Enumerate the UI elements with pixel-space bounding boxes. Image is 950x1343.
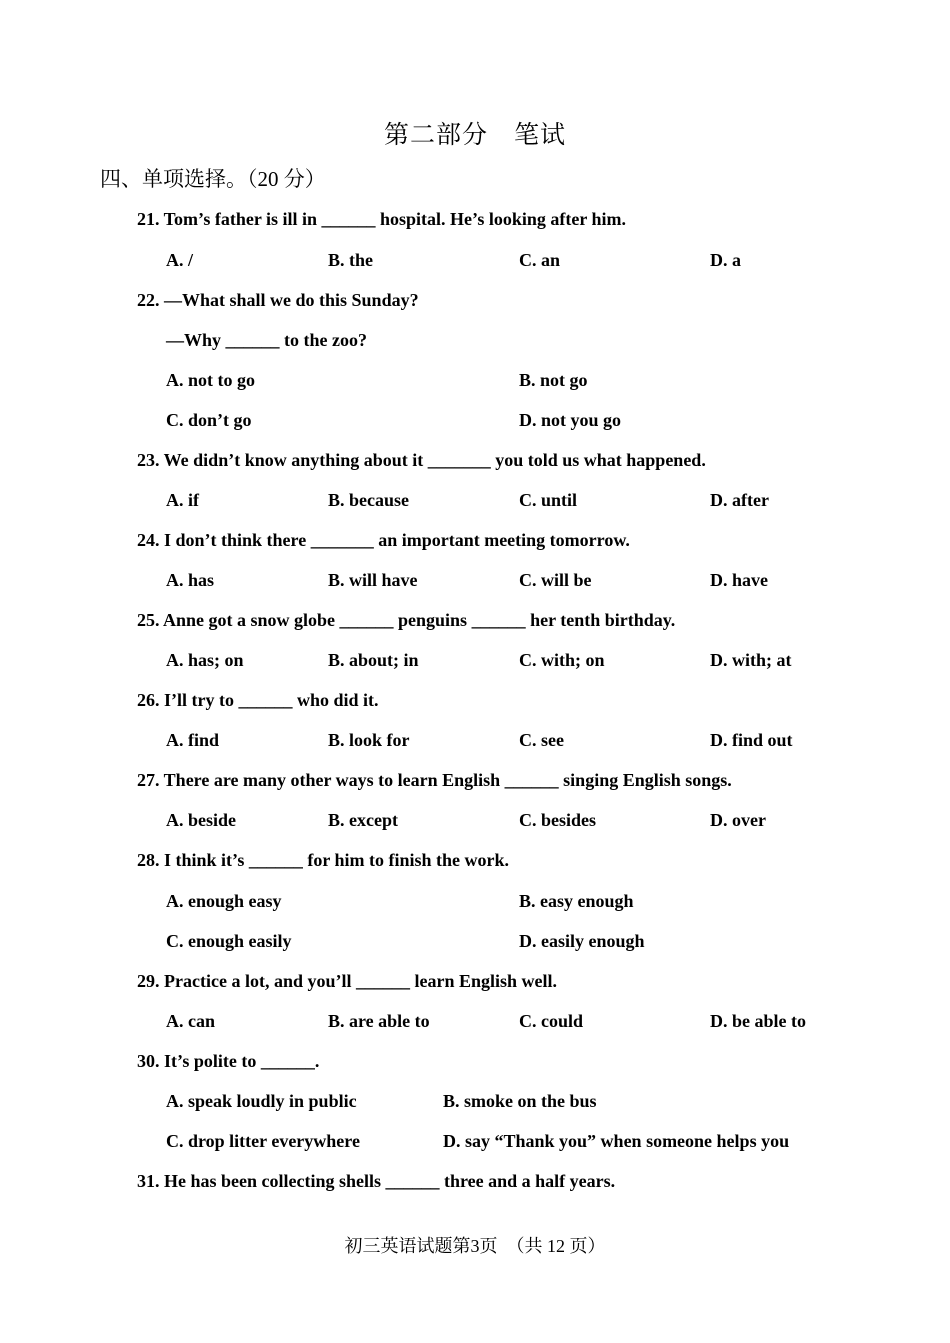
q24-option-d: D. have (710, 570, 768, 590)
q28-option-b: B. easy enough (519, 891, 634, 911)
q21-option-a: A. / (166, 250, 193, 270)
q29-option-b: B. are able to (328, 1011, 430, 1031)
q27-option-d: D. over (710, 810, 766, 830)
q22-option-d: D. not you go (519, 410, 622, 430)
q24-option-b: B. will have (328, 570, 418, 590)
q30-option-b: B. smoke on the bus (443, 1091, 597, 1111)
question-29-stem: 29. Practice a lot, and you’ll ______ learn English well. (137, 971, 557, 991)
part-title: 第二部分 笔试 (383, 122, 566, 149)
q27-option-c: C. besides (519, 810, 597, 830)
question-21-stem: 21. Tom’s father is ill in ______ hospital. He’s looking after him. (137, 209, 627, 229)
question-28-stem: 28. I think it’s ______ for him to finish the work. (137, 850, 510, 870)
q23-option-d: D. after (710, 490, 769, 510)
q28-option-a: A. enough easy (166, 891, 282, 911)
q28-option-c: C. enough easily (166, 931, 292, 951)
q30-option-a: A. speak loudly in public (166, 1091, 357, 1111)
q27-option-b: B. except (328, 810, 398, 830)
q21-option-d: D. a (710, 250, 741, 270)
q29-option-d: D. be able to (710, 1011, 806, 1031)
question-27-stem: 27. There are many other ways to learn English ______ singing English songs. (137, 770, 732, 790)
q21-option-c: C. an (519, 250, 561, 270)
question-30-stem: 30. It’s polite to ______. (137, 1051, 320, 1071)
q26-option-d: D. find out (710, 730, 793, 750)
q25-option-b: B. about; in (328, 650, 419, 670)
q28-option-d: D. easily enough (519, 931, 645, 951)
q30-option-d: D. say “Thank you” when someone helps you (443, 1131, 790, 1151)
question-25-stem: 25. Anne got a snow globe ______ penguins ______ her tenth birthday. (137, 610, 676, 630)
q25-option-a: A. has; on (166, 650, 244, 670)
question-24-stem: 24. I don’t think there _______ an important meeting tomorrow. (137, 530, 630, 550)
q29-option-a: A. can (166, 1011, 215, 1031)
question-23-stem: 23. We didn’t know anything about it _______ you told us what happened. (137, 450, 706, 470)
q25-option-c: C. with; on (519, 650, 605, 670)
q30-option-c: C. drop litter everywhere (166, 1131, 360, 1151)
q23-option-a: A. if (166, 490, 199, 510)
q22-option-b: B. not go (519, 370, 588, 390)
q27-option-a: A. beside (166, 810, 237, 830)
q23-option-c: C. until (519, 490, 578, 510)
page-footer: 初三英语试题第3页 （共 12 页） (344, 1236, 606, 1256)
q22-option-a: A. not to go (166, 370, 255, 390)
question-22-stem: 22. —What shall we do this Sunday? (137, 290, 419, 310)
q25-option-d: D. with; at (710, 650, 792, 670)
q26-option-c: C. see (519, 730, 564, 750)
question-31-stem: 31. He has been collecting shells ______ three and a half years. (137, 1171, 616, 1191)
q22-option-c: C. don’t go (166, 410, 252, 430)
q29-option-c: C. could (519, 1011, 584, 1031)
question-26-stem: 26. I’ll try to ______ who did it. (137, 690, 379, 710)
question-22-stem-reply: —Why ______ to the zoo? (166, 330, 367, 350)
q26-option-b: B. look for (328, 730, 410, 750)
section-heading: 四、单项选择。（20 分） (100, 167, 326, 191)
q26-option-a: A. find (166, 730, 220, 750)
q24-option-c: C. will be (519, 570, 592, 590)
q21-option-b: B. the (328, 250, 373, 270)
q23-option-b: B. because (328, 490, 409, 510)
q24-option-a: A. has (166, 570, 215, 590)
